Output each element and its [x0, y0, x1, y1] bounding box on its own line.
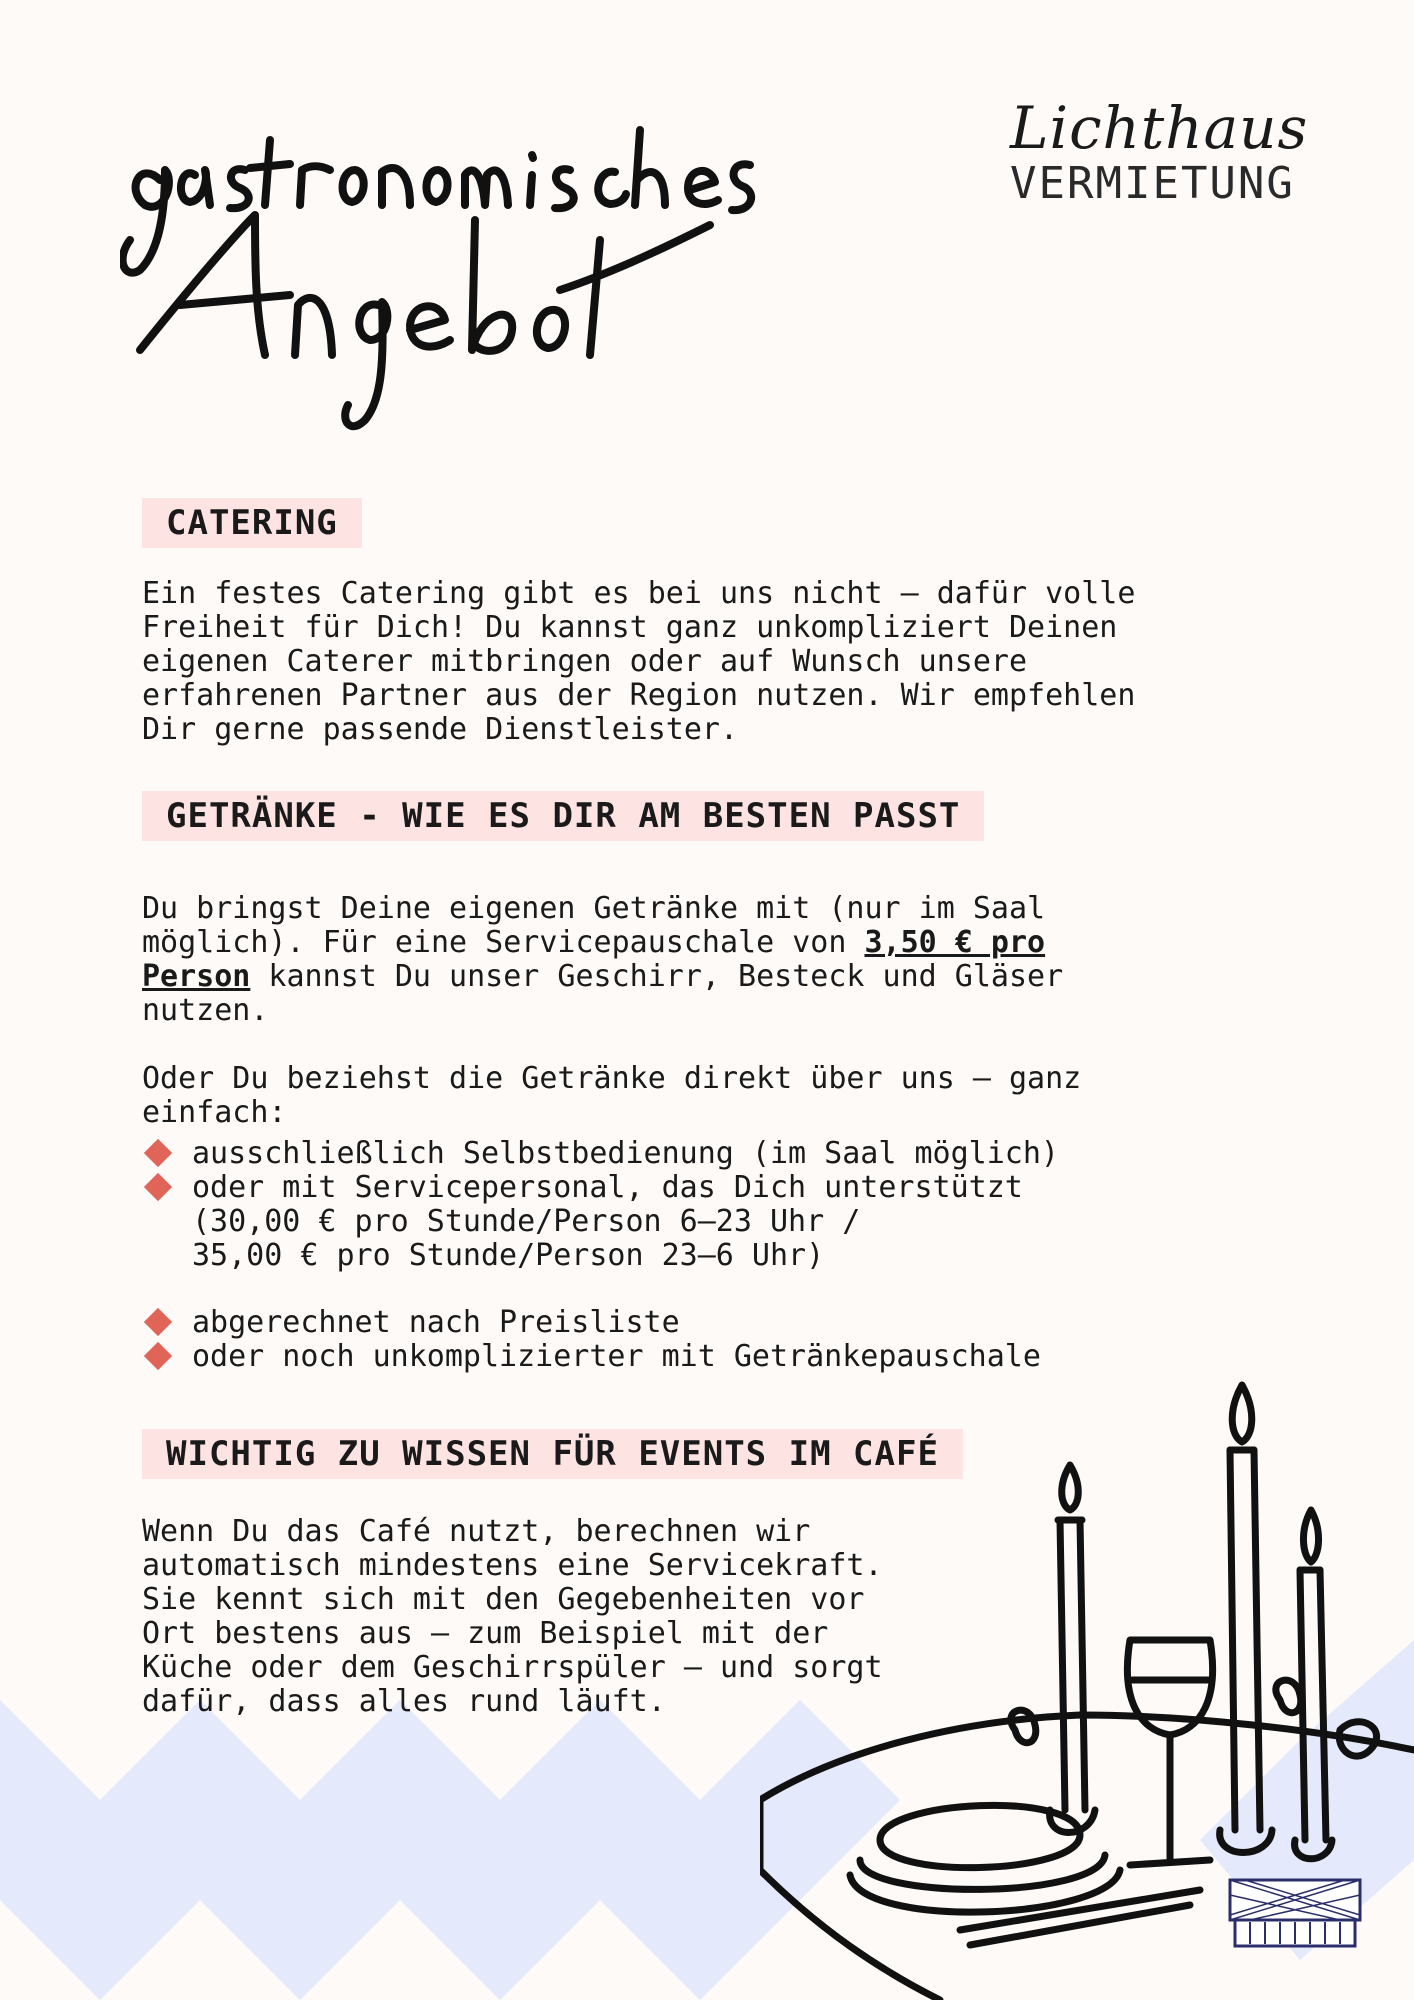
catering-text: Ein festes Catering gibt es bei uns nicht – dafür volle Freiheit für Dich! Du kannst ganz unkompliziert Deinen eigenen Caterer mitbringen oder auf Wunsch unsere erfahrenen Partner aus der Region nutzen. Wir empfehlen Dir gerne passende Dienstleister.: [142, 576, 1136, 747]
getraenke-text-1b: kannst Du unser Geschirr, Besteck und Gläser nutzen.: [142, 959, 1064, 1028]
diamond-bullet-icon: [144, 1173, 172, 1201]
heading-getraenke: GETRÄNKE - WIE ES DIR AM BESTEN PASST: [142, 791, 984, 841]
service-fee: 3,50 € pro Person: [142, 925, 1046, 994]
heading-cafe: WICHTIG ZU WISSEN FÜR EVENTS IM CAFÉ: [142, 1429, 963, 1479]
building-icon: [1230, 1880, 1360, 1946]
logo-subtitle: VERMIETUNG: [1010, 158, 1295, 209]
list-item: ausschließlich Selbstbedienung (im Saal möglich): [142, 1137, 1059, 1171]
list-item: abgerechnet nach Preisliste: [142, 1306, 1041, 1340]
bullet-list-b: [142, 1306, 1041, 1374]
diamond-bullet-icon: [144, 1139, 172, 1167]
diamond-bullet-icon: [144, 1308, 172, 1336]
bullet-list-a: [142, 1137, 1059, 1273]
getraenke-text-2: Oder Du beziehst die Getränke direkt über uns – ganz einfach:: [142, 1061, 1082, 1130]
candles-table-illustration: [760, 1370, 1414, 2000]
list-item: oder mit Servicepersonal, das Dich unterstützt (30,00 € pro Stunde/Person 6–23 Uhr / 35,00 € pro Stunde/Person 23–6 Uhr): [142, 1171, 1059, 1273]
heading-catering: CATERING: [142, 498, 362, 548]
list-item: oder noch unkomplizierter mit Getränkepauschale: [142, 1340, 1041, 1374]
script-title: [120, 120, 800, 450]
getraenke-text-1: [142, 892, 1292, 1028]
logo: [1010, 94, 1330, 210]
diamond-bullet-icon: [144, 1342, 172, 1370]
logo-script: Lichthaus: [1010, 94, 1309, 162]
cafe-text: Wenn Du das Café nutzt, berechnen wir automatisch mindestens eine Servicekraft. Sie kennt sich mit den Gegebenheiten vor Ort bestens aus – zum Beispiel mit der Küche oder dem Geschirrspüler – und sorgt dafür, dass alles rund läuft.: [142, 1514, 883, 1719]
getraenke-text-1a: Du bringst Deine eigenen Getränke mit (nur im Saal möglich). Für eine Servicepauschale von: [142, 891, 1046, 960]
